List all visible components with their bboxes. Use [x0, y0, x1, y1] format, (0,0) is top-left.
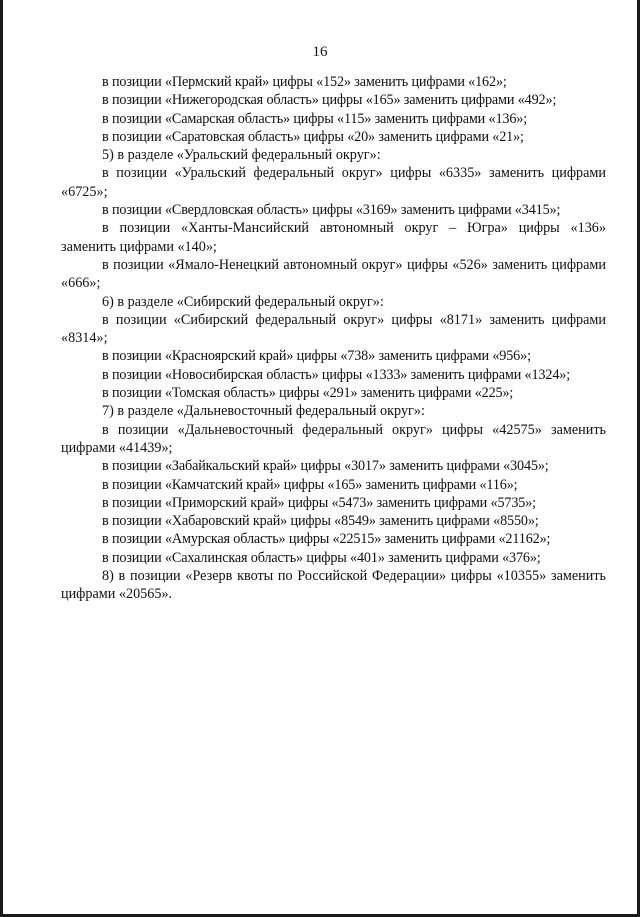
paragraph: в позиции «Новосибирская область» цифры «1333» заменить цифрами «1324»; [102, 366, 570, 383]
paragraph: в позиции «Уральский федеральный округ» цифры «6335» заменить цифрами «6725»; [61, 165, 606, 200]
paragraph: в позиции «Свердловская область» цифры «3169» заменить цифрами «3415»; [102, 202, 561, 219]
paragraph: в позиции «Саратовская область» цифры «20» заменить цифрами «21»; [102, 128, 524, 145]
paragraph: в позиции «Красноярский край» цифры «738» заменить цифрами «956»; [102, 348, 531, 365]
paragraph: в позиции «Ханты-Мансийский автономный округ – Югра» цифры «136» заменить цифрами «140»; [61, 220, 606, 255]
paragraph: в позиции «Нижегородская область» цифры «165» заменить цифрами «492»; [102, 92, 557, 109]
paragraph: в позиции «Сибирский федеральный округ» цифры «8171» заменить цифрами «8314»; [61, 311, 606, 347]
paragraph: в позиции «Забайкальский край» цифры «3017» заменить цифрами «3045»; [102, 458, 549, 475]
paragraph: в позиции «Приморский край» цифры «5473» заменить цифрами «5735»; [102, 494, 536, 511]
paragraph: в позиции «Ямало-Ненецкий автономный округ» цифры «526» заменить цифрами «666»; [61, 256, 606, 292]
section-heading: 7) в разделе «Дальневосточный федеральный округ»: [102, 403, 425, 420]
paragraph: в позиции «Сахалинская область» цифры «401» заменить цифрами «376»; [102, 549, 541, 566]
paragraph: в позиции «Пермский край» цифры «152» заменить цифрами «162»; [102, 74, 507, 90]
paragraph: в позиции «Томская область» цифры «291» заменить цифрами «225»; [102, 385, 514, 402]
paragraph: в позиции «Дальневосточный федеральный округ» цифры «42575» заменить цифрами «41439»; [61, 421, 606, 456]
paragraph: в позиции «Камчатский край» цифры «165» заменить цифрами «116»; [102, 476, 518, 493]
paragraph: в позиции «Самарская область» цифры «115» заменить цифрами «136»; [102, 110, 528, 127]
paragraph: в позиции «Хабаровский край» цифры «8549» заменить цифрами «8550»; [102, 513, 539, 530]
section-heading: 6) в разделе «Сибирский федеральный округ»: [102, 293, 384, 310]
section-heading: 5) в разделе «Уральский федеральный округ»: [102, 147, 381, 164]
paragraph: в позиции «Амурская область» цифры «22515» заменить цифрами «21162»; [102, 531, 551, 548]
page-number: 16 [312, 44, 328, 60]
scan-edge-left [0, 0, 3, 917]
document-body [61, 73, 606, 604]
paragraph: 8) в позиции «Резерв квоты по Российской Федерации» цифры «10355» заменить цифрами «20565». [61, 568, 606, 603]
